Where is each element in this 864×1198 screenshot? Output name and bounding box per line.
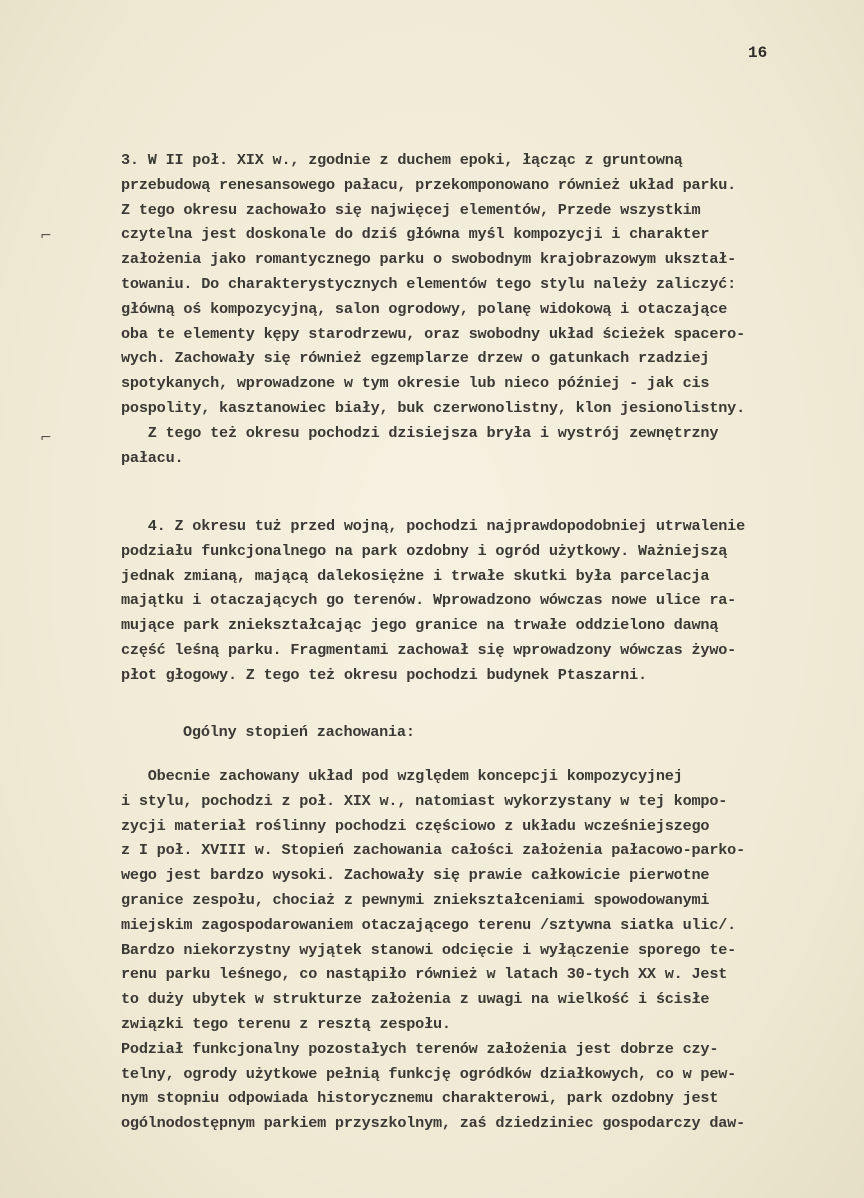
section5-line: wego jest bardzo wysoki. Zachowały się prawie całkowicie pierwotne [121,866,710,885]
margin-mark-icon: ⌐ [40,430,52,446]
section5-line: i stylu, pochodzi z poł. XIX w., natomiast wykorzystany w tej kompo- [121,791,728,810]
section5-line: związki tego terenu z resztą zespołu. [121,1015,451,1033]
section3-line: towaniu. Do charakterystycznych elementów tego stylu należy zaliczyć: [121,275,737,293]
section3-line: główną oś kompozycyjną, salon ogrodowy, polanę widokową i otaczające [121,299,728,318]
section3-line: przebudową renesansowego pałacu, przekomponowano również układ parku. [121,175,737,194]
section4-line: podziału funkcjonalnego na park ozdobny i ogród użytkowy. Ważniejszą [121,541,728,560]
section5-line: ogólnodostępnym parkiem przyszkolnym, zaś dziedziniec gospodarczy daw- [121,1114,745,1133]
section5-line: nym stopniu odpowiada historycznemu charakterowi, park ozdobny jest [121,1089,719,1108]
section4-line: majątku i otaczających go terenów. Wprowadzono wówczas nowe ulice ra- [121,591,737,610]
section5-line: renu parku leśnego, co nastąpiło również w latach 30-tych XX w. Jest [121,965,728,984]
section4-line: 4. Z okresu tuż przed wojną, pochodzi najprawdopodobniej utrwalenie [121,517,745,535]
section5-line: z I poł. XVIII w. Stopień zachowania całości założenia pałacowo-parko- [121,841,745,860]
section3-line: czytelna jest doskonale do dziś główna myśl kompozycji i charakter [121,225,710,244]
section3-line: pospolity, kasztanowiec biały, buk czerwonolistny, klon jesionolistny. [121,399,745,417]
section5-line: to duży ubytek w strukturze założenia z uwagi na wielkość i ścisłe [121,990,710,1009]
section5-line: granice zespołu, chociaż z pewnymi zniekształceniami spowodowanymi [121,891,710,909]
section5-line: zycji materiał roślinny pochodzi częściowo z układu wcześniejszego [121,816,710,835]
margin-mark-icon: ⌐ [40,228,52,244]
section5-line: miejskim zagospodarowaniem otaczającego terenu /sztywna siatka ulic/. [121,915,737,934]
section5-line: telny, ogrody użytkowe pełnią funkcję ogródków działkowych, co w pew- [121,1064,737,1083]
section4-line: część leśną parku. Fragmentami zachował się wprowadzony wówczas żywo- [121,641,737,659]
section5-line: Podział funkcjonalny pozostałych terenów założenia jest dobrze czy- [121,1039,719,1058]
section3-line: Z tego okresu zachowało się najwięcej elementów, Przede wszystkim [121,200,701,219]
section3-line: spotykanych, wprowadzone w tym okresie lub nieco później - jak cis [121,374,710,393]
section3-line: założenia jako romantycznego parku o swobodnym krajobrazowym ukształ- [121,250,737,269]
section3-line: oba te elementy kępy starodrzewu, oraz swobodny układ ścieżek spacero- [121,324,745,343]
section3-line: wych. Zachowały się również egzemplarze drzew o gatunkach rzadziej [121,349,710,368]
section3-line: pałacu. [121,448,184,467]
page-number: 16 [748,44,768,62]
section4-line: mujące park zniekształcając jego granice na trwałe oddzielono dawną [121,616,719,635]
section3-line: Z tego też okresu pochodzi dzisiejsza bryła i wystrój zewnętrzny [121,423,719,442]
section-heading: Ogólny stopień zachowania: [183,723,415,741]
section3-line: 3. W II poł. XIX w., zgodnie z duchem epoki, łącząc z gruntowną [121,151,683,169]
section4-line: płot głogowy. Z tego też okresu pochodzi budynek Ptaszarni. [121,665,647,684]
section4-line: jednak zmianą, mającą dalekosiężne i trwałe skutki była parcelacja [121,566,710,585]
section5-line: Obecnie zachowany układ pod względem koncepcji kompozycyjnej [121,767,683,785]
section5-line: Bardzo niekorzystny wyjątek stanowi odcięcie i wyłączenie sporego te- [121,940,737,959]
